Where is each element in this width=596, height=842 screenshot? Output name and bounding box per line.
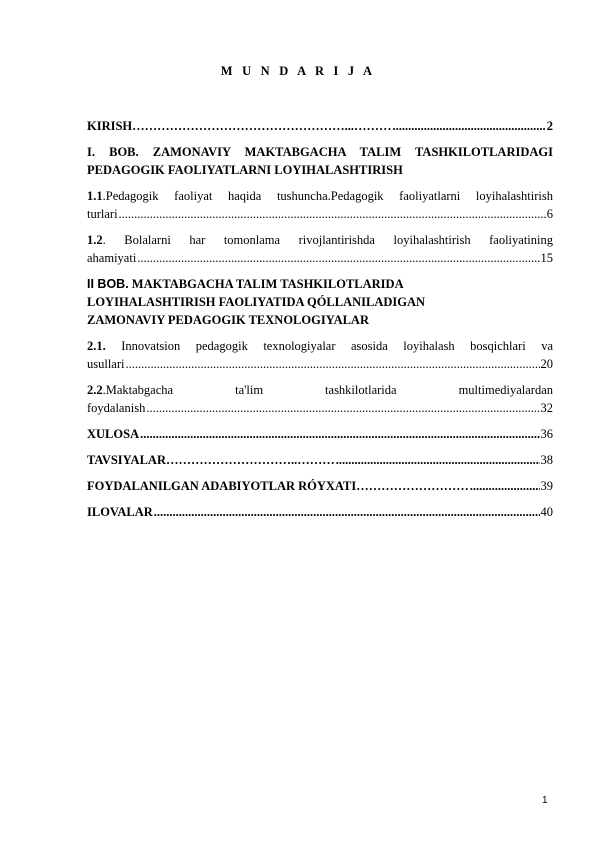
toc-section-text: foydalanish [87,401,146,415]
toc-page-number: 38 [540,453,553,467]
toc-label: ILOVALAR [87,505,153,519]
toc-leader [154,503,540,521]
toc-dots: …………………………..……… [165,453,335,467]
toc-entry-1-2[interactable] [87,231,553,267]
toc-leader [336,451,540,469]
toc-section-text: turlari [87,207,118,221]
toc-label: KIRISH [87,119,133,133]
toc-page-number: 39 [540,479,553,493]
toc-page-number: 2 [546,119,553,133]
toc-section-number: 1.2 [87,233,103,247]
toc-leader [470,477,540,495]
toc-page-number: 36 [540,427,553,441]
toc-label: XULOSA [87,427,140,441]
toc-chapter-line: ZAMONAVIY PEDAGOGIK TEXNOLOGIYALAR [87,313,369,327]
toc-entry-xulosa[interactable] [87,425,553,443]
toc-dots: ……………………… [356,479,469,493]
toc-chapter-line: PEDAGOGIK FAOLIYATLARNI LOYIHALASHTIRISH [87,163,403,177]
toc-chapter-line: MAKTABGACHA TALIM TASHKILOTLARIDA [128,277,404,291]
toc-entry-kirish[interactable] [87,117,553,135]
toc-page-number: 6 [546,207,553,221]
toc-label: TAVSIYALAR [87,453,166,467]
toc-section-text: ahamiyati [87,251,137,265]
toc-entry-bob1[interactable] [87,143,553,179]
page-title: M U N D A R I J A [220,64,376,78]
toc-leader [146,399,539,417]
toc-entry-tavsiyalar[interactable] [87,451,553,469]
toc-chapter-line: I. BOB. ZAMONAVIY MAKTABGACHA TALIM TASHKILOTLARIDAGI [87,145,553,159]
toc-page-number: 32 [540,401,553,415]
toc-leader [393,117,546,135]
toc-leader [119,205,546,223]
toc-entry-2-1[interactable] [87,337,553,373]
table-of-contents [87,117,553,521]
page-number: 1 [542,795,548,806]
toc-section-text: .Pedagogik faoliyat haqida tushuncha.Pedagogik faoliyatlarni loyihalashtirish [102,189,553,203]
toc-page-number: 20 [540,357,553,371]
toc-section-number: 1.1 [87,189,103,203]
toc-entry-adabiyotlar[interactable] [87,477,553,495]
toc-dots: ……………………………………………...……… [132,119,392,133]
toc-leader [137,249,539,267]
toc-entry-bob2[interactable] [87,275,553,329]
toc-chapter-line: LOYIHALASHTIRISH FAOLIYATIDA QÓLLANILADIGAN [87,295,426,309]
toc-section-text: . Bolalarni har tomonlama rivojlantirishda loyihalashtirish faoliyatining [102,233,553,247]
toc-entry-ilovalar[interactable] [87,503,553,521]
toc-section-text: Innovatsion pedagogik texnologiyalar asosida loyihalash bosqichlari va [105,339,553,353]
toc-entry-2-2[interactable] [87,381,553,417]
toc-section-number: 2.2 [87,383,103,397]
toc-leader [140,425,539,443]
toc-page-number: 40 [540,505,553,519]
toc-chapter-prefix: II BOB. [87,277,129,291]
toc-page-number: 15 [540,251,553,265]
toc-section-text: .Maktabgacha ta'lim tashkilotlarida multimediyalardan [102,383,553,397]
toc-section-number: 2.1. [87,339,106,353]
toc-entry-1-1[interactable] [87,187,553,223]
toc-section-text: usullari [87,357,125,371]
toc-label: FOYDALANILGAN ADABIYOTLAR RÓYXATI [87,479,357,493]
toc-leader [126,355,540,373]
